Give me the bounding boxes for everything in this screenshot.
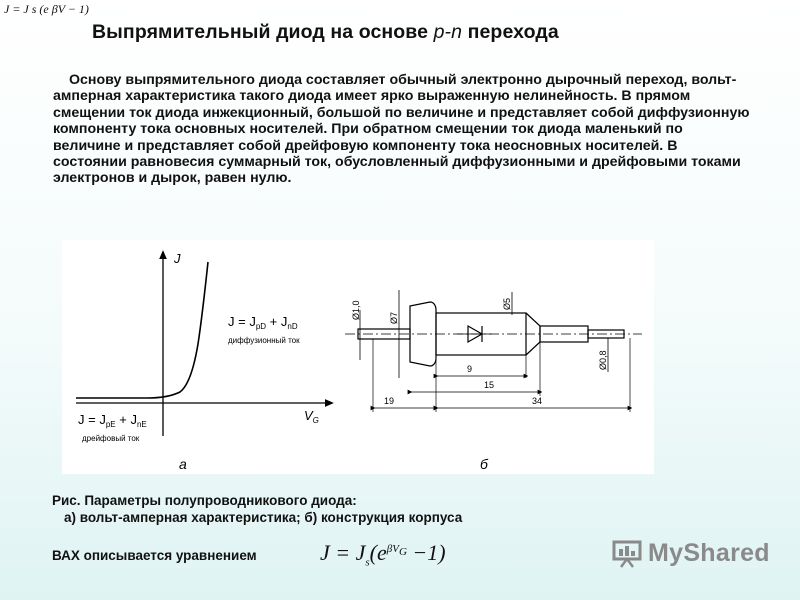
iv-curve: [76, 262, 208, 398]
axis-v-sub: G: [312, 416, 319, 425]
eq-lhs: J = J: [320, 540, 366, 565]
dim-label-d1: Ø1,0: [351, 300, 361, 320]
dim-label-9: 9: [467, 364, 473, 374]
diffusion-label: диффузионный ток: [228, 336, 300, 345]
axis-v-label: [304, 408, 319, 425]
iv-chart: [76, 251, 330, 472]
label-b: б: [480, 456, 488, 472]
diode-dim-labels: [351, 298, 608, 406]
title-end: перехода: [462, 21, 559, 43]
figure-svg: [62, 240, 654, 474]
dim-label-34: 34: [532, 396, 543, 406]
intro-paragraph: Основу выпрямительного диода составляет обычный электронно дырочный переход, вольт-амперная характеристика такого диода имеет ярко выраженную нелинейность. В прямом смещении ток диода инжекционный, большой по величине и представляет собой диффузионную компоненту тока основных носителей. При обратном смещении ток диода маленький по величине и представляет собой дрейфовую компоненту тока неосновных носителей. В состоянии равновесия суммарный ток, обусловленный диффузионными и дрейфовыми токами электронов и дырок, равен нулю.: [53, 72, 750, 187]
drift-equation: [78, 412, 147, 429]
eq-sub-s: s: [365, 556, 370, 569]
drift-sub1: pE: [105, 420, 116, 429]
diff-plus: + J: [266, 314, 288, 329]
drift-sub2: nE: [136, 420, 147, 429]
caption-line-2: а) вольт-амперная характеристика; б) конструкция корпуса: [64, 510, 463, 525]
axis-v-main: V: [304, 408, 313, 423]
label-a: а: [179, 456, 187, 472]
vax-text: ВАХ описывается уравнением: [52, 548, 257, 563]
diff-sub1: pD: [255, 322, 267, 331]
corner-formula: J = J s (e βV − 1): [4, 2, 89, 16]
drift-eq-a: J = J: [78, 412, 106, 427]
page-title: [92, 21, 559, 44]
figure-caption: [52, 492, 462, 526]
eq-open: (e: [369, 540, 387, 565]
eq-exp-sub: G: [398, 545, 407, 558]
logo-text: MyShared: [648, 538, 770, 567]
presentation-board-icon: [612, 538, 642, 568]
dim-label-19: 19: [384, 396, 395, 406]
title-main: Выпрямительный диод на основе: [92, 21, 434, 43]
dim-label-d7: Ø7: [389, 311, 399, 324]
diff-eq-a: J = J: [228, 314, 256, 329]
diffusion-equation: [228, 314, 298, 331]
eq-close: −1): [406, 540, 446, 565]
caption-line-1: Рис. Параметры полупроводникового диода:: [52, 493, 357, 508]
axis-j-label: J: [174, 251, 181, 266]
eq-exp: βV: [386, 542, 399, 555]
title-pn: p-n: [433, 21, 463, 43]
diff-sub2: nD: [287, 322, 298, 331]
dim-label-d5: Ø5: [502, 297, 512, 310]
eq-exponent: [386, 542, 407, 558]
dim-label-15: 15: [484, 380, 495, 390]
drift-label: дрейфовый ток: [82, 434, 140, 443]
dim-label-d08: Ø0,8: [598, 350, 608, 370]
myshared-logo[interactable]: [612, 538, 770, 568]
figure-panel: [62, 240, 654, 474]
iv-equation: [320, 540, 446, 568]
drift-plus: + J: [115, 412, 137, 427]
